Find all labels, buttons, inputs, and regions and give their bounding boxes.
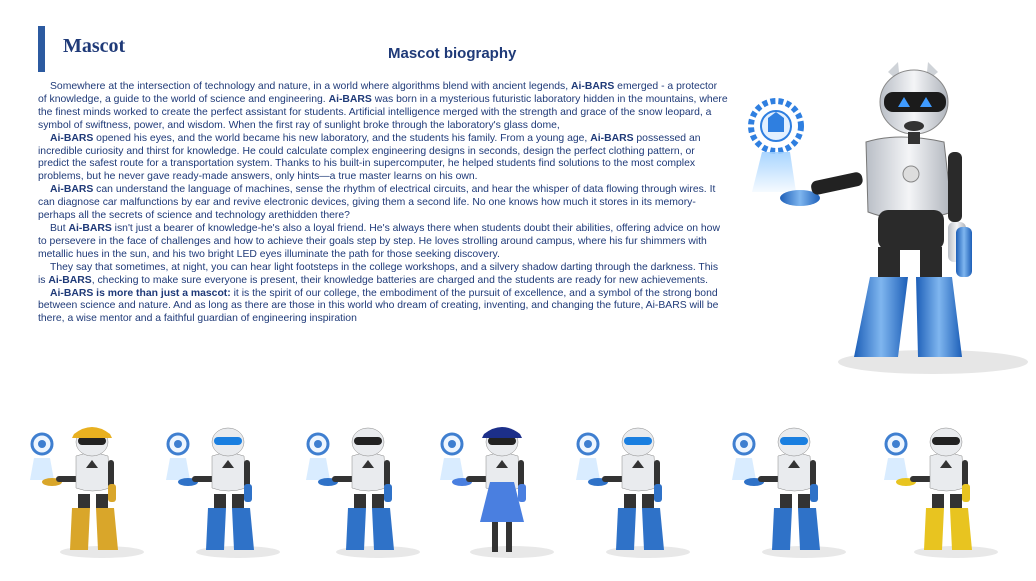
mascot-name-highlight: Ai-BARS <box>328 93 372 105</box>
biography-text-run: can understand the language of machines, sense the rhythm of electrical circuits, and hear the whisper of data flowing through wires. It can diagnose car malfunctions by ear and revive electronic devices, giving them a second life. No one knows how much it stores in its memory-perhaps all the secrets of science and technology arethidden there? <box>38 184 716 222</box>
mascot-name-highlight: Ai-BARS <box>50 132 94 144</box>
mascot-variant-fashion <box>432 422 562 562</box>
mascot-variant-digital <box>724 422 854 562</box>
mascot-name-highlight: Ai-BARS <box>571 81 615 92</box>
emblem-icon <box>884 434 908 480</box>
emblem-icon <box>732 434 756 480</box>
biography-text-run: isn't just a bearer of knowledge-he's also a loyal friend. He's always there when students doubt their abilities, offering advice on how to persevere in the face of challenges and how to achieve their goals step by step. He loves strolling around campus, where his fur shimmers with metallic hues in the sun, and his two bright LED eyes illuminate the path for those seeking discovery. <box>38 222 720 260</box>
biography-text-run: Somewhere at the intersection of technology and nature, in a world where algorithms blend with ancient legends, <box>50 81 571 92</box>
biography-text-run: , checking to make sure everyone is present, their knowledge batteries are charged and the students are ready for new achievements. <box>91 274 708 286</box>
mascot-name-highlight: Ai-BARS <box>50 184 94 196</box>
emblem-icon <box>306 434 330 480</box>
biography-paragraph <box>38 223 728 262</box>
biography-paragraph <box>38 133 728 185</box>
biography-paragraph <box>38 288 728 327</box>
mascot-variant-energy <box>876 422 1006 562</box>
emblem-icon <box>576 434 600 480</box>
biography-text <box>38 81 728 326</box>
biography-paragraph <box>38 184 728 223</box>
mascot-name-highlight: Ai-BARS <box>68 222 112 234</box>
biography-text-run: it is the spirit of our college, the embodiment of the pursuit of excellence, and a symbol of the strong bond between science and nature. And as long as there are those in this world who dream of creating, inventing, and changing the future, Ai-BARS will be there, a wise mentor and a faithful guardian of engineering inspiration <box>38 287 719 325</box>
title-accent-bar <box>38 26 45 72</box>
mascot-variant-construction <box>22 422 152 562</box>
biography-heading: Mascot biography <box>388 45 517 62</box>
emblem-icon <box>440 434 464 480</box>
emblem-icon <box>30 434 54 480</box>
mascot-variant-agro <box>298 422 428 562</box>
mascot-variant-electric <box>158 422 288 562</box>
biography-paragraph <box>38 81 728 133</box>
biography-text-run: opened his eyes, and the world became his new laboratory, and the students his family. From a young age, <box>93 132 591 144</box>
biography-text-run: was born in a mysterious futuristic laboratory hidden in the mountains, where the finest minds worked to create the perfect assistant for students. Artificial intelligence merged with the strength and grace of the snow leopard, a symbol of swiftness, power, and wisdom. When the first ray of sunlight broke through the laboratory's glass dome, <box>38 93 728 131</box>
main-mascot-illustration <box>748 62 1033 382</box>
biography-text-run: possessed an incredible curiosity and thirst for knowledge. He could calculate complex engineering designs in seconds, design the perfect clothing pattern, or predict the safest route for a transportation system. Thanks to his built-in supercomputer, he helped students find solutions to the most complex problems, but he never gave ready-made answers, only hints—a true master learns on his own. <box>38 132 701 183</box>
college-emblem-icon <box>751 101 801 192</box>
biography-paragraph <box>38 262 728 288</box>
biography-text-run: emerged - a protector of knowledge, a guide to the world of science and engineering. <box>38 81 718 105</box>
mascot-name-highlight: Ai-BARS <box>590 132 634 144</box>
biography-text-run: They say that sometimes, at night, you can hear light footsteps in the college workshops, and a silvery shadow darting through the darkness. This is <box>38 261 719 286</box>
biography-text-run: But <box>50 222 69 234</box>
page-title: Mascot <box>63 35 126 57</box>
emblem-icon <box>166 434 190 480</box>
mascot-name-highlight: Ai-BARS is more than just a mascot: <box>50 287 231 299</box>
mascot-name-highlight: Ai-BARS <box>48 274 92 286</box>
mascot-variant-transport <box>568 422 698 562</box>
